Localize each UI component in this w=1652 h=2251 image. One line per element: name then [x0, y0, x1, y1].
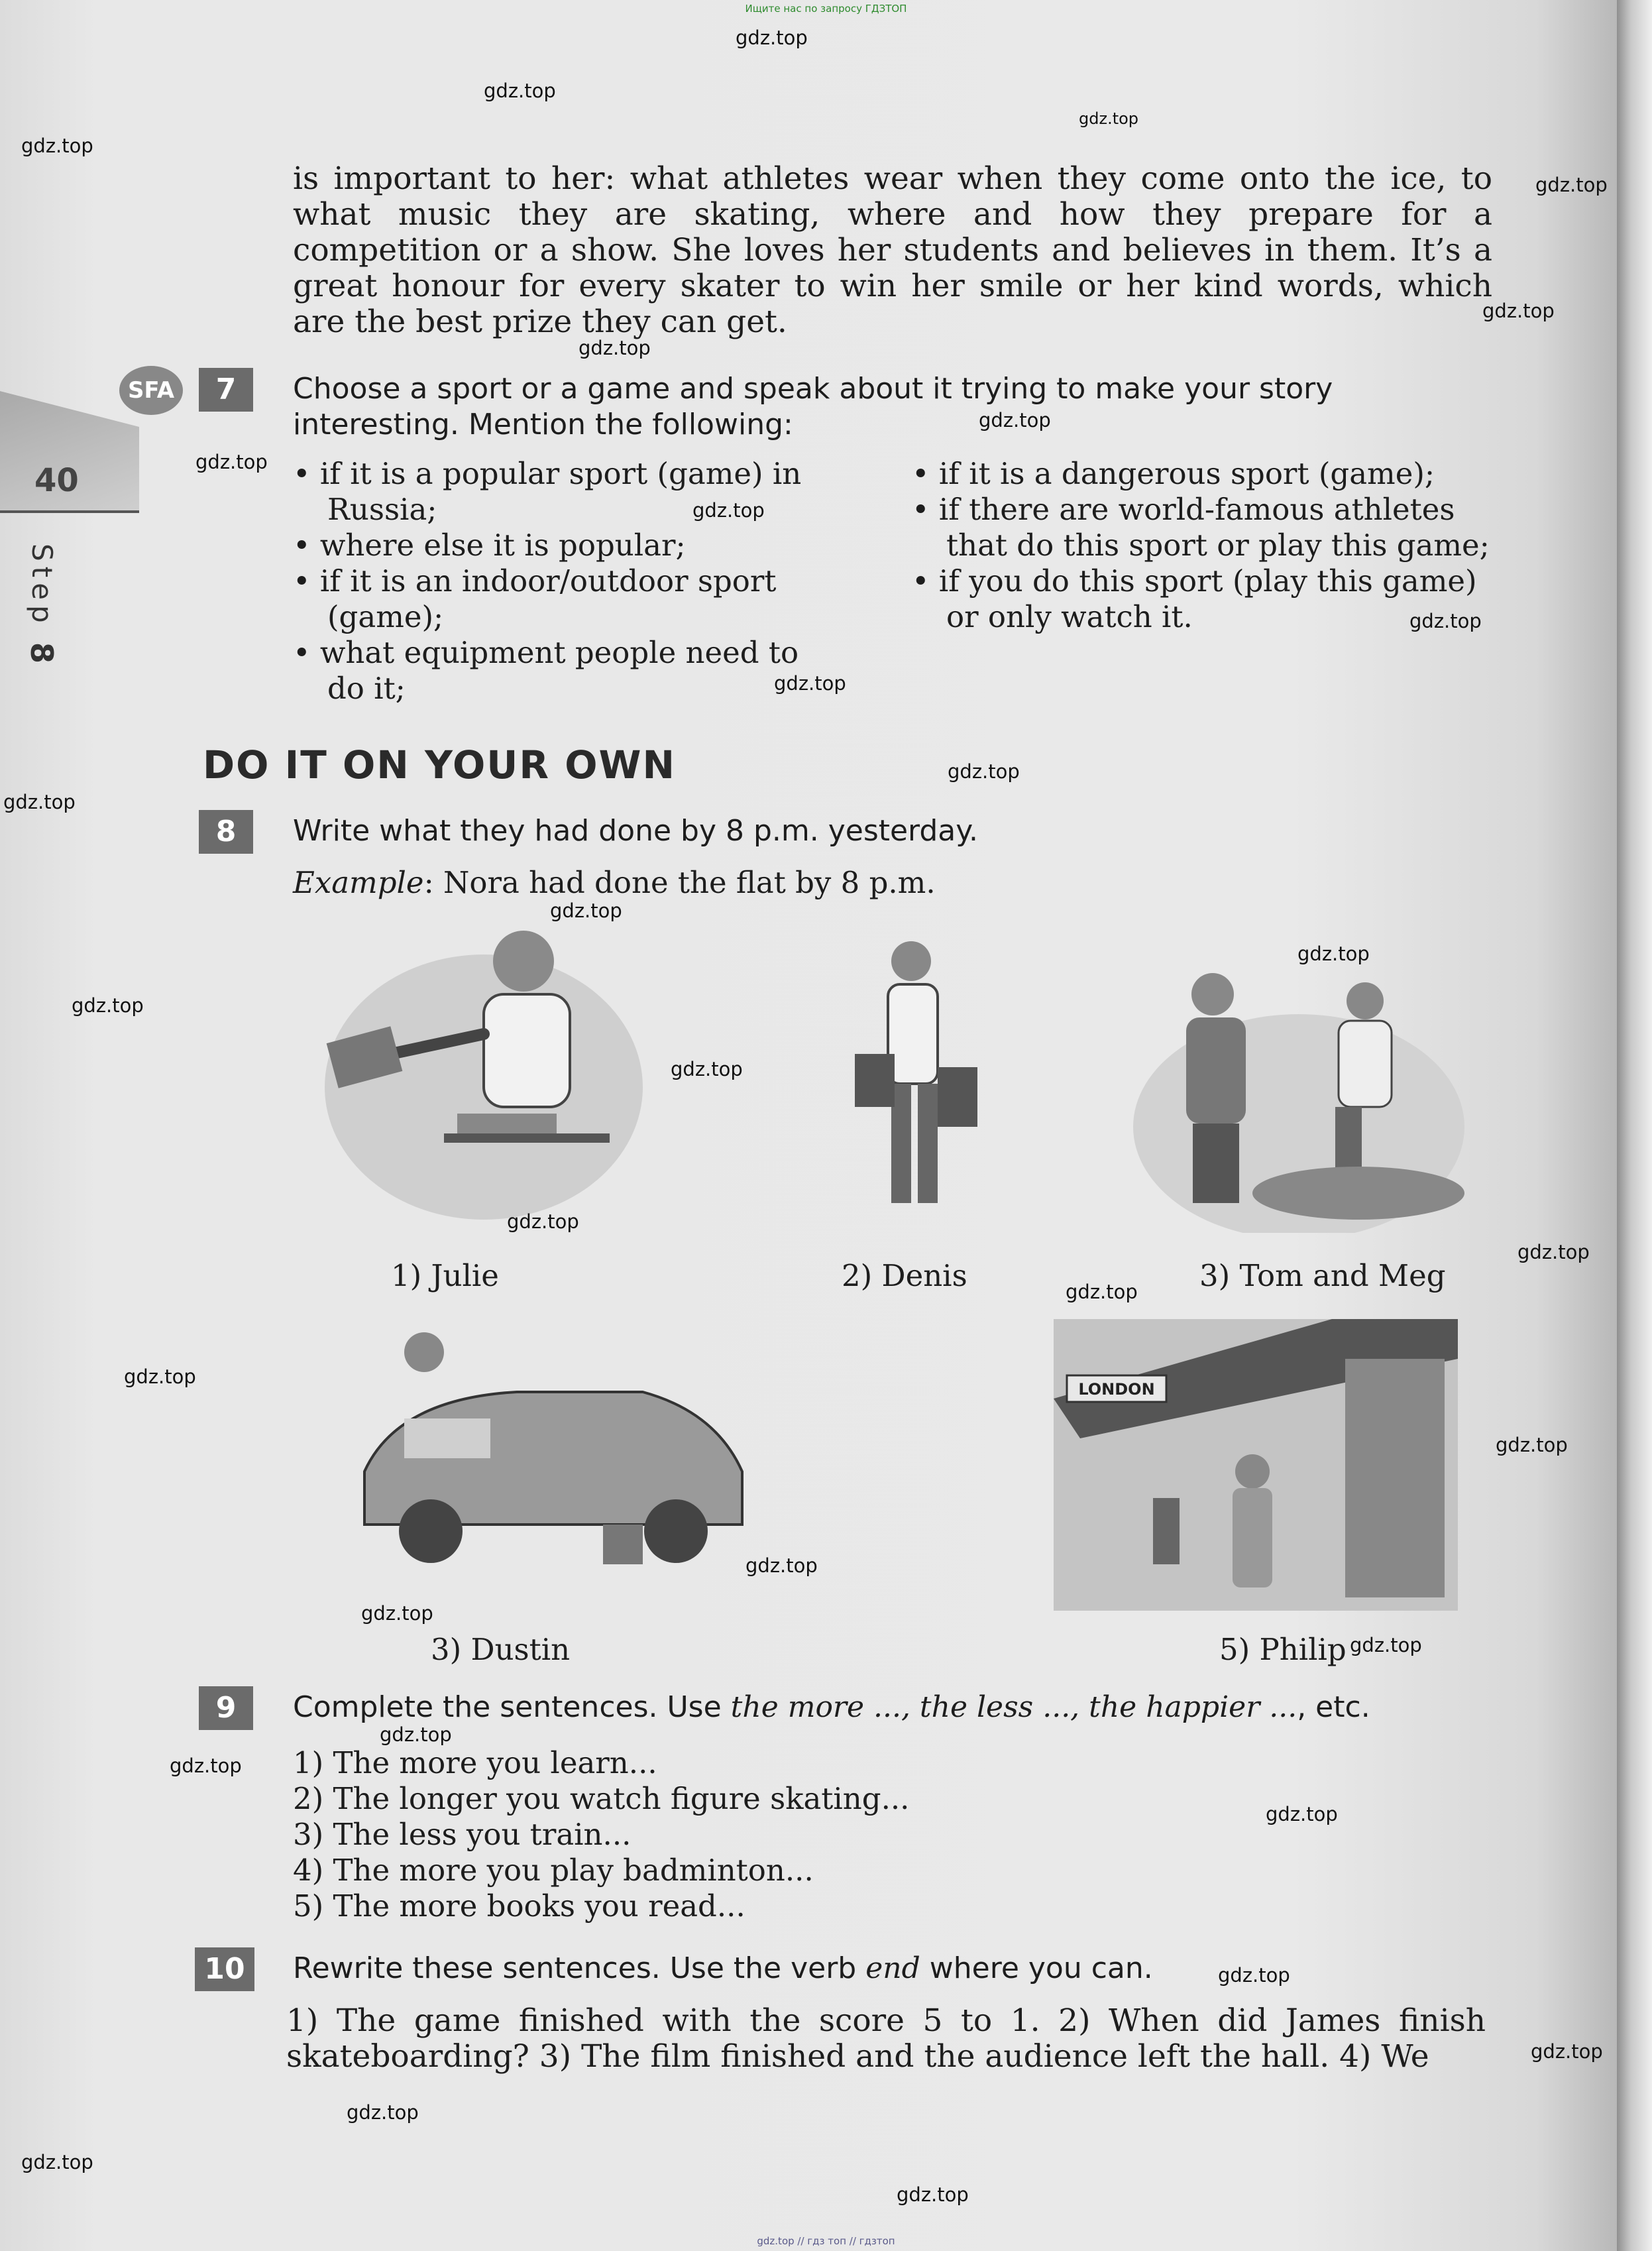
exercise-9-list [293, 1745, 909, 1924]
watermark: gdz.top [21, 2151, 93, 2173]
watermark: gdz.top [550, 899, 622, 922]
page-edge [1617, 0, 1652, 2251]
julie-illustration [285, 915, 656, 1226]
ex9-instruction-pre: Complete the sentences. Use [293, 1690, 731, 1724]
watermark: gdz.top [1409, 610, 1482, 632]
watermark: gdz.top [1350, 1634, 1422, 1656]
exercise-10-number: 10 [195, 1947, 254, 1991]
list-item: 4) The more you play badminton... [293, 1853, 814, 1888]
dustin-illustration [345, 1326, 769, 1591]
ex9-instruction-post: , etc. [1297, 1690, 1370, 1724]
watermark: gdz.top [195, 451, 268, 473]
watermark: gdz.top [170, 1755, 242, 1777]
caption-philip: 5) Philip [1219, 1632, 1347, 1667]
watermark: gdz.top [507, 1210, 579, 1233]
watermark: gdz.top [745, 1554, 818, 1577]
exercise-8-number: 8 [199, 810, 253, 854]
sfa-badge: SFA [119, 366, 183, 415]
london-sign: LONDON [1078, 1380, 1155, 1399]
step-label [20, 544, 60, 669]
bullet-item: • if there are world-famous athletes that do this sport or play this game; [912, 492, 1490, 563]
intro-paragraph: is important to her: what athletes wear when they come onto the ice, to what music they are skating, where and how they prepare for a competition or a show. She loves her students and believes in them. It’s a great honour for every skater to win her smile or her kind words, which are the best prize they can get. [293, 160, 1492, 340]
example-text: : Nora had done the flat by 8 p.m. [423, 865, 936, 900]
watermark: gdz.top [380, 1723, 452, 1746]
bullet-item: • what equipment people need to do it; [293, 635, 799, 706]
exercise-9-instruction [293, 1690, 1499, 1725]
exercise-9-number: 9 [199, 1686, 253, 1730]
denis-illustration [828, 935, 1027, 1226]
watermark: gdz.top [1066, 1281, 1138, 1303]
step-number: 8 [24, 642, 60, 669]
bullet-item: • if it is a dangerous sport (game); [912, 456, 1435, 491]
watermark: gdz.top [736, 27, 808, 49]
exercise-10-text: 1) The game finished with the score 5 to 1. 2) When did James finish skateboarding? 3) The film finished and the audience left the hall. 4) We [286, 2002, 1486, 2075]
watermark: gdz.top [1079, 109, 1139, 128]
watermark: gdz.top [361, 1602, 433, 1625]
list-item: 1) The more you learn... [293, 1745, 657, 1780]
watermark: gdz.top [1535, 174, 1608, 196]
ex10-instruction-post: where you can. [920, 1951, 1153, 1985]
example-label: Example [293, 865, 424, 900]
watermark: gdz.top [1517, 1241, 1590, 1263]
exercise-7-instruction: Choose a sport or a game and speak about it trying to make your story interesting. Mention the following: [293, 372, 1333, 441]
watermark: gdz.top [124, 1365, 196, 1388]
bottom-banner[interactable]: gdz.top // гдз топ // гдзтоп [757, 2235, 895, 2247]
exercise-8-example [293, 865, 1492, 901]
bullet-item: • if it is an indoor/outdoor sport (game); [293, 563, 777, 634]
watermark: gdz.top [347, 2101, 419, 2124]
exercise-10-instruction [293, 1951, 1499, 1987]
exercise-7-number: 7 [199, 368, 253, 412]
top-banner[interactable]: Ищите нас по запросу ГДЗТОП [745, 3, 907, 15]
caption-denis: 2) Denis [842, 1258, 967, 1293]
watermark: gdz.top [72, 994, 144, 1017]
watermark: gdz.top [1297, 943, 1370, 965]
caption-julie: 1) Julie [391, 1258, 499, 1293]
watermark: gdz.top [692, 499, 765, 522]
ex10-instruction-pre: Rewrite these sentences. Use the verb [293, 1951, 866, 1985]
watermark: gdz.top [1531, 2040, 1603, 2063]
ex9-instruction-italic: the more ..., the less ..., the happier ... [730, 1690, 1297, 1724]
tom-and-meg-illustration [1107, 954, 1478, 1233]
watermark: gdz.top [1218, 1964, 1290, 1987]
exercise-8-instruction: Write what they had done by 8 p.m. yesterday. [293, 814, 979, 848]
list-item: 2) The longer you watch figure skating... [293, 1781, 910, 1816]
watermark: gdz.top [1266, 1803, 1338, 1825]
bullet-item: • where else it is popular; [293, 528, 686, 563]
watermark: gdz.top [3, 791, 76, 813]
watermark: gdz.top [21, 135, 93, 157]
watermark: gdz.top [671, 1058, 743, 1080]
watermark: gdz.top [484, 80, 556, 102]
watermark: gdz.top [1496, 1434, 1568, 1456]
philip-illustration [1054, 1319, 1458, 1611]
watermark: gdz.top [948, 760, 1020, 783]
exercise-7-right-bullets [912, 456, 1495, 635]
bullet-item: • if you do this sport (play this game) or only watch it. [912, 563, 1477, 634]
ex10-instruction-italic: end [865, 1951, 920, 1985]
list-item: 3) The less you train... [293, 1817, 632, 1852]
watermark: gdz.top [774, 672, 846, 695]
bullet-item: • if it is a popular sport (game) in Russia; [293, 456, 802, 527]
sidebar-rule [0, 510, 139, 513]
watermark: gdz.top [578, 337, 651, 359]
caption-tom-and-meg: 3) Tom and Meg [1199, 1258, 1446, 1293]
watermark: gdz.top [1482, 300, 1555, 322]
section-heading: DO IT ON YOUR OWN [203, 742, 677, 787]
list-item: 5) The more books you read... [293, 1888, 745, 1924]
page-number: 40 [34, 462, 79, 499]
step-word: Step [26, 544, 58, 628]
caption-dustin: 3) Dustin [431, 1632, 571, 1667]
exercise-7-left-bullets [293, 456, 843, 707]
watermark: gdz.top [897, 2183, 969, 2206]
watermark: gdz.top [979, 409, 1051, 432]
